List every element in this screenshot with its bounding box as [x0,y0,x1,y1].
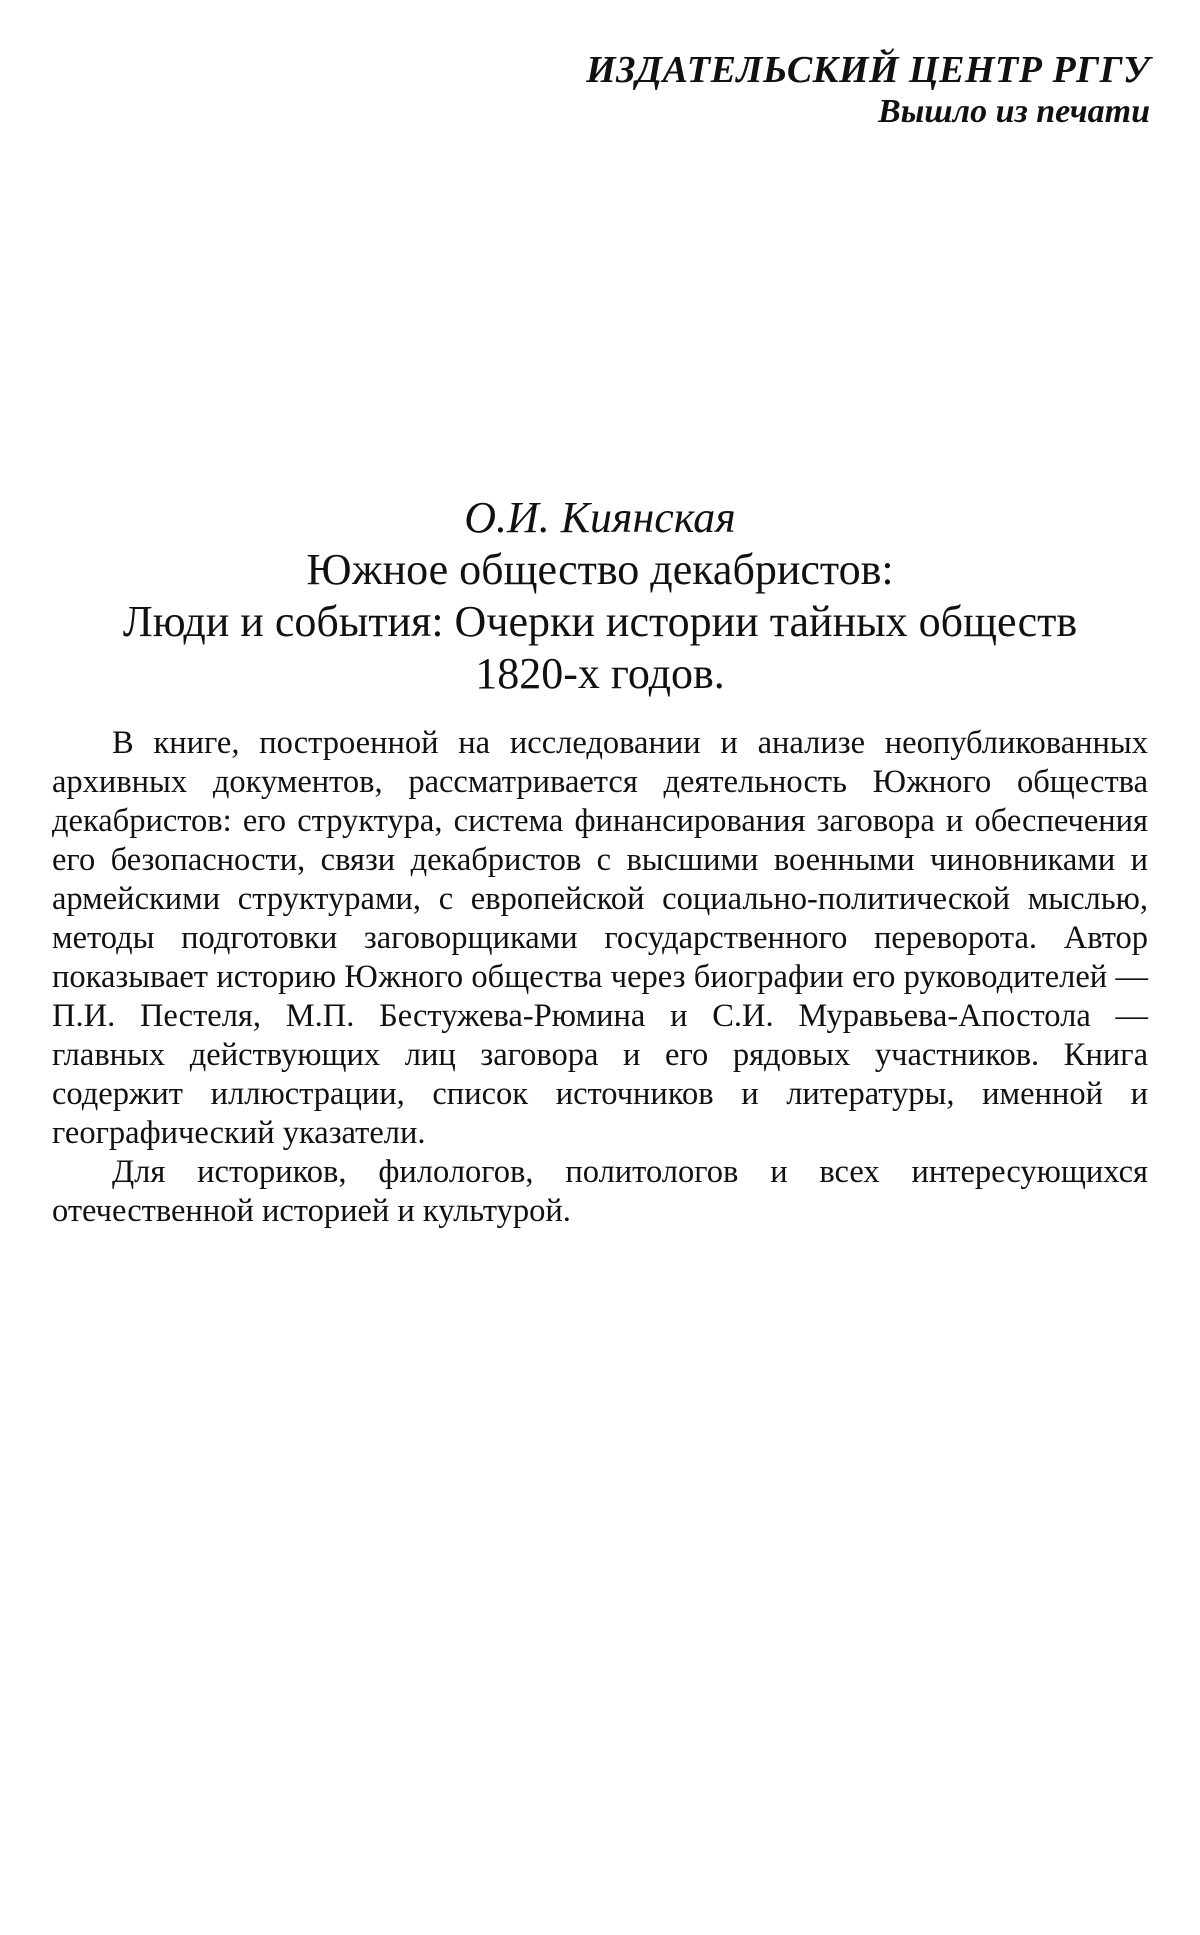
book-title-line-3: 1820-х годов. [475,649,725,698]
book-title-block [52,492,1148,700]
book-author: О.И. Киянская [464,493,736,542]
book-description [52,724,1148,1231]
description-paragraph-1: В книге, построенной на исследовании и анализе неопубликованных архивных документов, рассматривается деятельность Южного общества декабристов: его структура, система финансирования заговора и обеспечения его безопасности, связи декабристов с высшими военными чиновниками и армейскими структурами, с европейской социально-политической мыслью, методы подготовки заговорщиками государственного переворота. Автор показывает историю Южного общества через биографии его руководителей — П.И. Пестеля, М.П. Бестужева-Рюмина и С.И. Муравьева-Апостола — главных действующих лиц заговора и его рядовых участников. Книга содержит иллюстрации, список источников и литературы, именной и географический указатели. [52,725,1148,1151]
book-title-line-2: Люди и события: Очерки истории тайных обществ [122,597,1078,646]
publisher-name: ИЗДАТЕЛЬСКИЙ ЦЕНТР РГГУ [586,49,1150,91]
description-paragraph-2: Для историков, филологов, политологов и всех интересующихся отечественной историей и культурой. [52,1154,1148,1229]
book-title-line-1: Южное общество декабристов: [306,545,894,594]
publication-status: Вышло из печати [878,93,1150,130]
header [586,48,1150,132]
